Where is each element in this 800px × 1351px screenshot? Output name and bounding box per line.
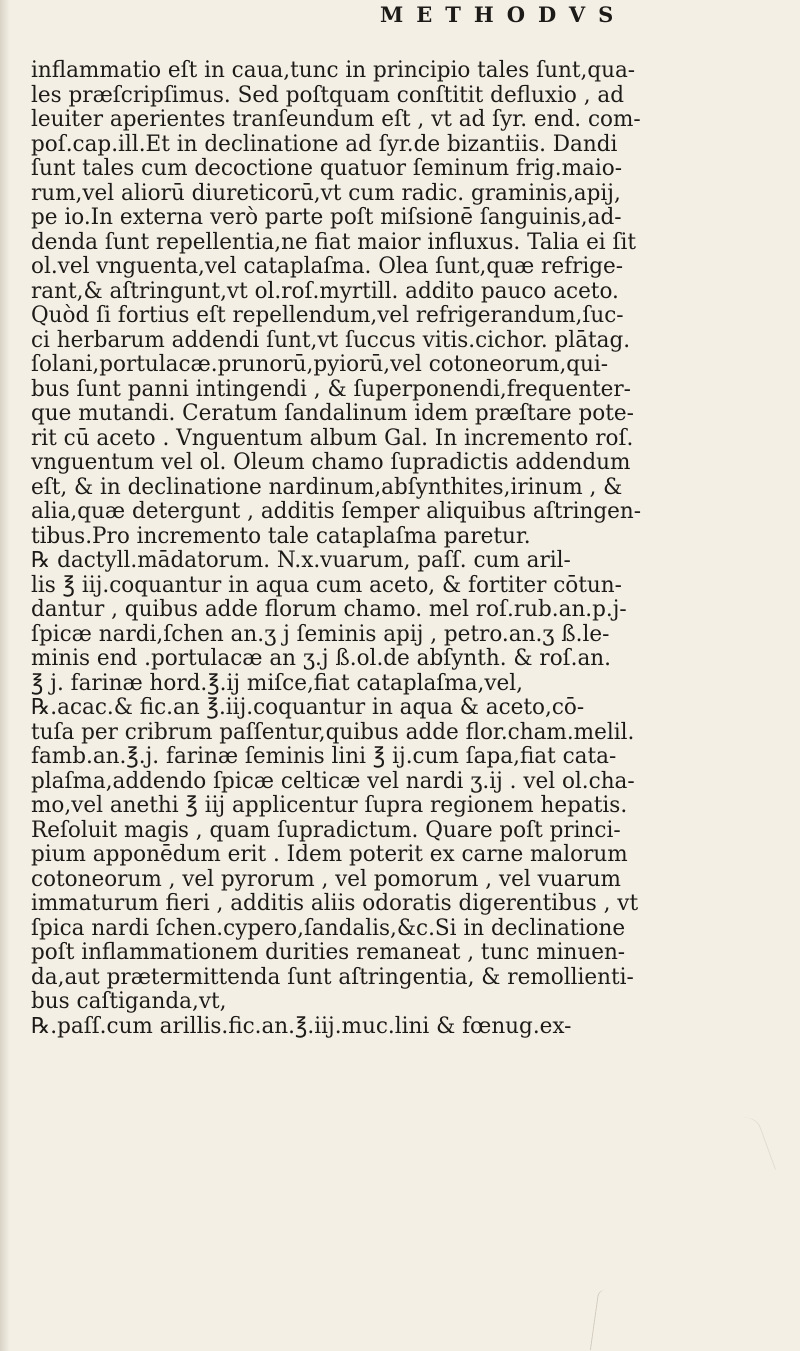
text-line-8: denda ſunt repellentia,ne fiat maior influxus. Talia ei ſit — [31, 228, 637, 255]
text-line-26: ℥ j. farinæ hord.℥.ij miſce,fiat cataplaſma,vel, — [31, 669, 524, 696]
text-line-28: tuſa per cribrum paſſentur,quibus adde flor.cham.melil. — [31, 718, 635, 745]
text-line-9: ol.vel vnguenta,vel cataplaſma. Olea ſunt,quæ refrige- — [31, 253, 624, 279]
text-line-29: famb.an.℥.j. farinæ ſeminis lini ℥ ij.cum ſapa,fiat cata- — [31, 743, 617, 769]
recipe-line-2: ℞.acac.& fic.an ℥.iij.coquantur in aqua & aceto,cō- — [31, 694, 585, 720]
text-line-1: inflammatio eſt in caua,tunc in principio tales ſunt,qua- — [31, 57, 636, 83]
text-line-7: pe io.In externa verò parte poſt miſsionē ſanguinis,ad- — [31, 204, 622, 230]
text-line-15: que mutandi. Ceratum ſandalinum idem præſtare pote- — [31, 400, 634, 426]
text-line-33: pium apponēdum erit . Idem poterit ex carne malorum — [31, 841, 628, 867]
running-title: METHODVS — [380, 2, 627, 27]
text-line-12: ci herbarum addendi ſunt,vt ſuccus vitis.cichor. plātag. — [31, 326, 631, 353]
text-line-36: ſpica nardi ſchen.cypero,ſandalis,&c.Si in declinatione — [31, 914, 626, 941]
text-line-13: ſolani,portulacæ.prunorū,pyiorū,vel cotoneorum,qui- — [31, 351, 609, 377]
text-line-19: alia,quæ detergunt , additis ſemper aliquibus aſtringen- — [31, 498, 642, 524]
recipe-line-1: ℞ dactyll.mādatorum. N.x.vuarum, paſſ. cum aril- — [31, 547, 571, 573]
text-line-32: Reſoluit magis , quam ſupradictum. Quare poſt princi- — [31, 816, 621, 843]
text-line-17: vnguentum vel ol. Oleum chamo ſupradictis addendum — [31, 449, 631, 475]
text-line-34: cotoneorum , vel pyrorum , vel pomorum , vel vuarum — [31, 865, 621, 892]
text-line-14: bus ſunt panni intingendi , & ſuperponendi,frequenter- — [31, 375, 631, 402]
text-line-3: leuiter aperientes tranſeundum eſt , vt ad ſyr. end. com- — [31, 106, 641, 132]
paper-stain — [719, 1113, 776, 1183]
margin-mark — [590, 1289, 621, 1351]
text-line-5: ſunt tales cum decoctione quatuor ſeminum frig.maio- — [31, 155, 622, 181]
body-text — [31, 58, 751, 1038]
text-line-11: Quòd ſi fortius eſt repellendum,vel refrigerandum,ſuc- — [31, 302, 624, 328]
recipe-line-3: ℞.paſſ.cum arillis.fic.an.℥.iij.muc.lini & fœnug.ex- — [31, 1012, 572, 1039]
text-line-4: poſ.cap.ill.Et in declinatione ad ſyr.de bizantiis. Dandi — [31, 130, 618, 157]
text-line-10: rant,& aſtringunt,vt ol.roſ.myrtill. addito pauco aceto. — [31, 277, 619, 304]
text-line-16: rit cū aceto . Vnguentum album Gal. In incremento roſ. — [31, 424, 634, 451]
text-line-2: les præſcripſimus. Sed poſtquam conſtitit defluxio , ad — [31, 81, 625, 108]
text-line-20: tibus.Pro incremento tale cataplaſma paretur. — [31, 522, 531, 549]
text-line-31: mo,vel anethi ℥ iij applicentur ſupra regionem hepatis. — [31, 792, 628, 818]
text-line-35: immaturum fieri , additis aliis odoratis digerentibus , vt — [31, 890, 639, 916]
text-line-22: lis ℥ iij.coquantur in aqua cum aceto, & fortiter cōtun- — [31, 571, 622, 598]
text-line-39: bus caſtiganda,vt, — [31, 988, 227, 1014]
text-line-6: rum,vel aliorū diureticorū,vt cum radic. graminis,apij, — [31, 179, 621, 206]
page-edge-shadow — [0, 0, 10, 1351]
text-line-38: da,aut prætermittenda ſunt aſtringentia, & remollienti- — [31, 963, 634, 990]
text-line-25: minis end .portulacæ an ʒ.j ß.ol.de abſynth. & roſ.an. — [31, 645, 612, 671]
text-line-24: ſpicæ nardi,ſchen an.ʒ j ſeminis apij , petro.an.ʒ ß.le- — [31, 620, 610, 647]
text-line-37: poſt inflammationem durities remaneat , tunc minuen- — [31, 939, 626, 965]
text-line-30: plaſma,addendo ſpicæ celticæ vel nardi ʒ.ij . vel ol.cha- — [31, 767, 635, 794]
text-line-18: eſt, & in declinatione nardinum,abſynthites,irinum , & — [31, 473, 623, 500]
text-line-23: dantur , quibus adde florum chamo. mel roſ.rub.an.p.j- — [31, 596, 627, 622]
